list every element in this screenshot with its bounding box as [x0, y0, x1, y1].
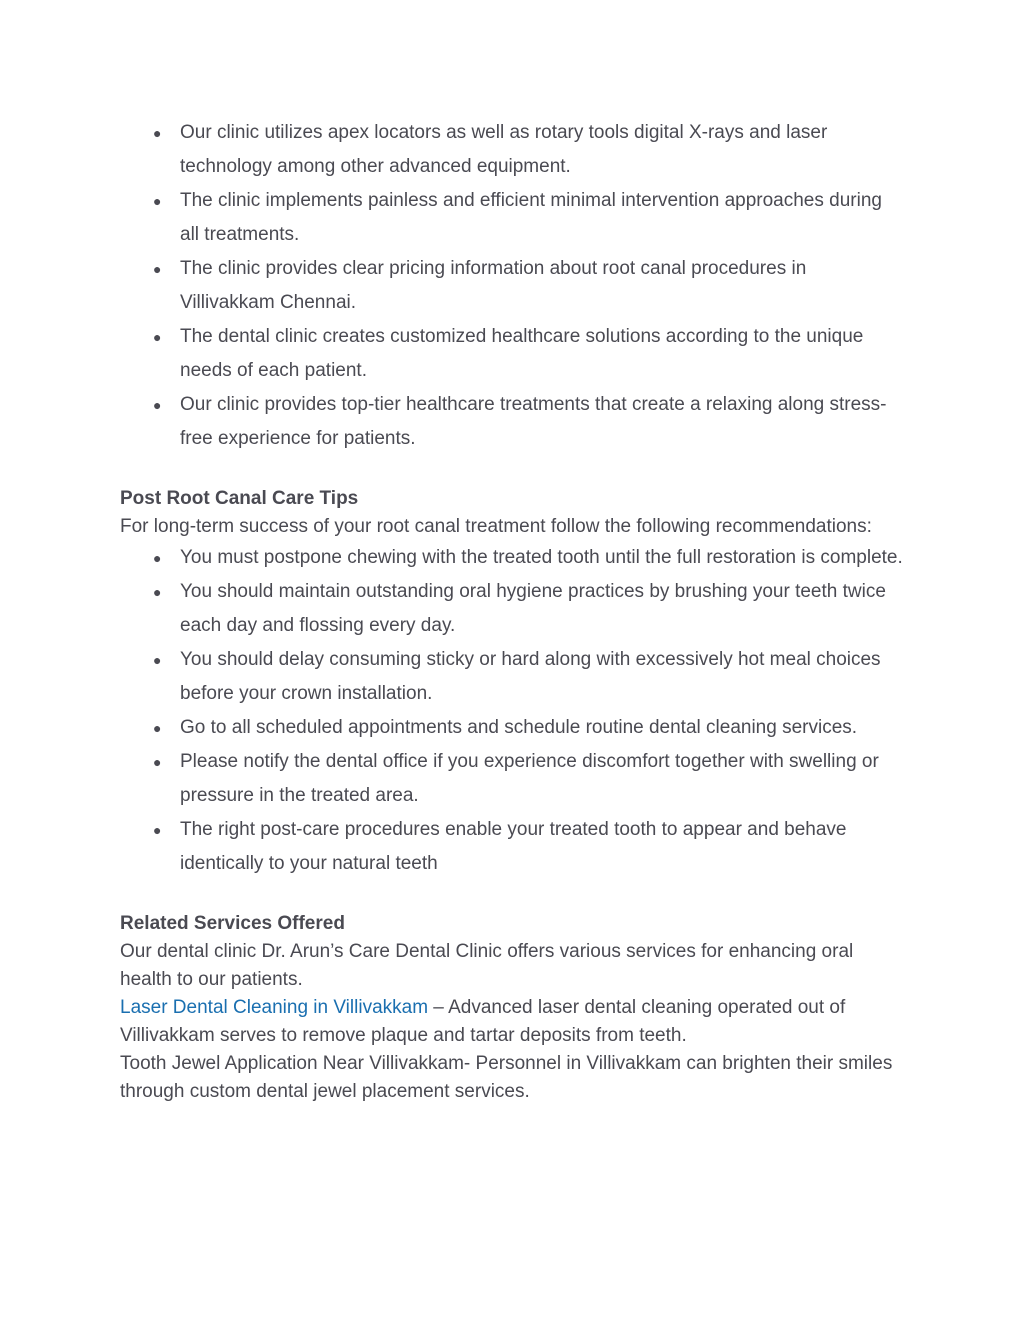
post-care-intro: For long-term success of your root canal treatment follow the following recommendations:	[120, 516, 872, 537]
bullet-icon: ●	[153, 822, 162, 838]
list-item: ● You should maintain outstanding oral hygiene practices by brushing your teeth twice each day and flossing every day.	[120, 575, 905, 643]
list-item: ● The clinic implements painless and efficient minimal intervention approaches during all treatments.	[120, 184, 905, 252]
list-item: ● Please notify the dental office if you experience discomfort together with swelling or pressure in the treated area.	[120, 745, 905, 813]
bullet-icon: ●	[153, 754, 162, 770]
bullet-icon: ●	[153, 397, 162, 413]
related-services-section	[120, 910, 905, 1106]
list-item: ● Our clinic provides top-tier healthcare treatments that create a relaxing along stress-free experience for patients.	[120, 388, 905, 456]
tooth-jewel-paragraph: Tooth Jewel Application Near Villivakkam- Personnel in Villivakkam can brighten their smiles through custom dental jewel placement services.	[120, 1053, 893, 1102]
list-item: ● Go to all scheduled appointments and schedule routine dental cleaning services.	[120, 711, 905, 745]
bullet-icon: ●	[153, 550, 162, 566]
bullet-icon: ●	[153, 329, 162, 345]
bullet-icon: ●	[153, 584, 162, 600]
post-care-section	[120, 485, 905, 881]
related-services-intro: Our dental clinic Dr. Arun’s Care Dental Clinic offers various services for enhancing oral health to our patients.	[120, 941, 854, 990]
laser-cleaning-paragraph	[120, 994, 905, 1050]
clinic-features-list	[120, 116, 905, 456]
list-item: ● Our clinic utilizes apex locators as well as rotary tools digital X-rays and laser technology among other advanced equipment.	[120, 116, 905, 184]
list-item: ● The clinic provides clear pricing information about root canal procedures in Villivakkam Chennai.	[120, 252, 905, 320]
laser-cleaning-text: – Advanced laser dental cleaning operated out of Villivakkam serves to remove plaque and tartar deposits from teeth.	[120, 997, 846, 1046]
document-content	[120, 116, 905, 1106]
list-item: ● The right post-care procedures enable your treated tooth to appear and behave identically to your natural teeth	[120, 813, 905, 881]
bullet-icon: ●	[153, 261, 162, 277]
related-services-heading: Related Services Offered	[120, 913, 345, 934]
laser-cleaning-link[interactable]: Laser Dental Cleaning in Villivakkam	[120, 997, 429, 1018]
post-care-heading: Post Root Canal Care Tips	[120, 488, 359, 509]
list-item: ● You must postpone chewing with the treated tooth until the full restoration is complete.	[120, 541, 905, 575]
bullet-icon: ●	[153, 193, 162, 209]
post-care-tips-list	[120, 541, 905, 881]
bullet-icon: ●	[153, 652, 162, 668]
list-item: ● You should delay consuming sticky or hard along with excessively hot meal choices before your crown installation.	[120, 643, 905, 711]
bullet-icon: ●	[153, 125, 162, 141]
list-item: ● The dental clinic creates customized healthcare solutions according to the unique needs of each patient.	[120, 320, 905, 388]
bullet-icon: ●	[153, 720, 162, 736]
